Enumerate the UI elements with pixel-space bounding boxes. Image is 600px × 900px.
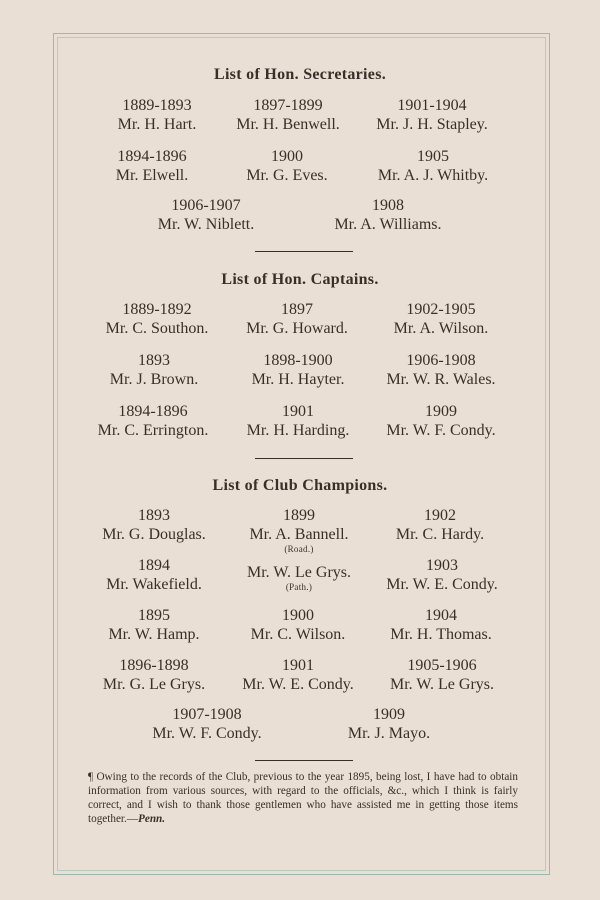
section-divider xyxy=(255,251,353,252)
entry-name: Mr. W. E. Condy. xyxy=(386,576,498,593)
captain-entry xyxy=(356,402,526,440)
entry-name: Mr. H. Thomas. xyxy=(390,626,492,643)
entry-years: 1889-1893 xyxy=(122,97,192,114)
entry-years: 1901-1904 xyxy=(397,97,467,114)
entry-years: 1900 xyxy=(282,607,314,624)
entry-name: Mr. G. Howard. xyxy=(246,320,348,337)
secretary-entry xyxy=(202,147,372,185)
entry-name: Mr. G. Eves. xyxy=(246,167,328,184)
entry-years: 1896-1898 xyxy=(119,657,189,674)
entry-years: 1905-1906 xyxy=(407,657,477,674)
entry-name: Mr. G. Douglas. xyxy=(102,526,206,543)
entry-name: Mr. W. F. Condy. xyxy=(386,422,496,439)
entry-years: 1900 xyxy=(271,148,303,165)
entry-name: Mr. W. Le Grys. xyxy=(390,676,494,693)
entry-name: Mr. A. J. Whitby. xyxy=(377,167,489,184)
champion-entry xyxy=(357,556,527,594)
champion-entry xyxy=(304,705,474,743)
entry-name: Mr. H. Benwell. xyxy=(236,116,340,133)
entry-years: 1909 xyxy=(373,706,405,723)
entry-name: Mr. C. Wilson. xyxy=(250,626,346,643)
section-divider xyxy=(255,458,353,459)
entry-years: 1898-1900 xyxy=(263,352,333,369)
champions-heading: List of Club Champions. xyxy=(212,477,388,494)
secretary-entry xyxy=(121,196,291,234)
entry-name: Mr. H. Harding. xyxy=(246,422,350,439)
entry-years: 1909 xyxy=(425,403,457,420)
entry-years: 1908 xyxy=(372,197,404,214)
entry-name: Mr. W. Niblett. xyxy=(157,216,255,233)
champion-entry xyxy=(355,506,525,544)
captains-heading: List of Hon. Captains. xyxy=(221,271,379,288)
event-note: (Road.) xyxy=(284,544,314,554)
entry-name: Mr. J. Mayo. xyxy=(347,725,431,742)
footnote xyxy=(88,770,518,826)
entry-years: 1903 xyxy=(426,557,458,574)
footnote-signature: Penn. xyxy=(138,813,166,825)
entry-years: 1894 xyxy=(138,557,170,574)
secretary-entry xyxy=(348,147,518,185)
entry-name: Mr. Elwell. xyxy=(115,167,189,184)
entry-years: 1902-1905 xyxy=(406,301,476,318)
entry-name: Mr. W. E. Condy. xyxy=(242,676,354,693)
secretaries-heading: List of Hon. Secretaries. xyxy=(213,66,387,83)
entry-years: 1894-1896 xyxy=(117,148,187,165)
champion-entry xyxy=(122,705,292,743)
section-divider xyxy=(255,760,353,761)
entry-name: Mr. H. Hart. xyxy=(117,116,197,133)
entry-name: Mr. C. Errington. xyxy=(97,422,209,439)
entry-years: 1897 xyxy=(281,301,313,318)
entry-years: 1897-1899 xyxy=(253,97,323,114)
champion-entry xyxy=(357,656,527,694)
entry-years: 1907-1908 xyxy=(172,706,242,723)
entry-years: 1894-1896 xyxy=(118,403,188,420)
entry-years: 1901 xyxy=(282,657,314,674)
entry-name: Mr. J. H. Stapley. xyxy=(376,116,488,133)
entry-years: 1889-1892 xyxy=(122,301,192,318)
entry-years: 1893 xyxy=(138,507,170,524)
entry-name: Mr. A. Bannell. xyxy=(249,526,349,543)
footnote-text: ¶ Owing to the records of the Club, previous to the year 1895, being lost, I have had to obtain information from various sources, with regard to the officials, &c., which I think is fairly correct, and I wish to thank those gentlemen who have assisted me in getting those items together.— xyxy=(88,771,518,825)
secretary-entry xyxy=(347,96,517,134)
entry-name: Mr. W. Le Grys. xyxy=(247,564,351,581)
entry-years: 1906-1907 xyxy=(171,197,241,214)
champion-entry xyxy=(356,606,526,644)
entry-name: Mr. J. Brown. xyxy=(109,371,199,388)
entry-name: Mr. C. Hardy. xyxy=(395,526,485,543)
entry-years: 1904 xyxy=(425,607,457,624)
entry-name: Mr. W. Hamp. xyxy=(108,626,200,643)
entry-years: 1899 xyxy=(283,507,315,524)
entry-name: Mr. H. Hayter. xyxy=(251,371,345,388)
entry-name: Mr. A. Williams. xyxy=(334,216,442,233)
secretary-entry xyxy=(303,196,473,234)
entry-name: Mr. A. Wilson. xyxy=(393,320,489,337)
entry-name: Mr. W. R. Wales. xyxy=(386,371,496,388)
entry-name: Mr. W. F. Condy. xyxy=(152,725,262,742)
entry-years: 1895 xyxy=(138,607,170,624)
entry-name: Mr. Wakefield. xyxy=(106,576,202,593)
entry-name: Mr. C. Southon. xyxy=(105,320,209,337)
entry-years: 1905 xyxy=(417,148,449,165)
entry-name: Mr. G. Le Grys. xyxy=(102,676,206,693)
captain-entry xyxy=(356,351,526,389)
captain-entry xyxy=(356,300,526,338)
entry-years: 1901 xyxy=(282,403,314,420)
entry-years: 1906-1908 xyxy=(406,352,476,369)
entry-years: 1902 xyxy=(424,507,456,524)
event-note: (Path.) xyxy=(285,582,313,592)
entry-years: 1893 xyxy=(138,352,170,369)
